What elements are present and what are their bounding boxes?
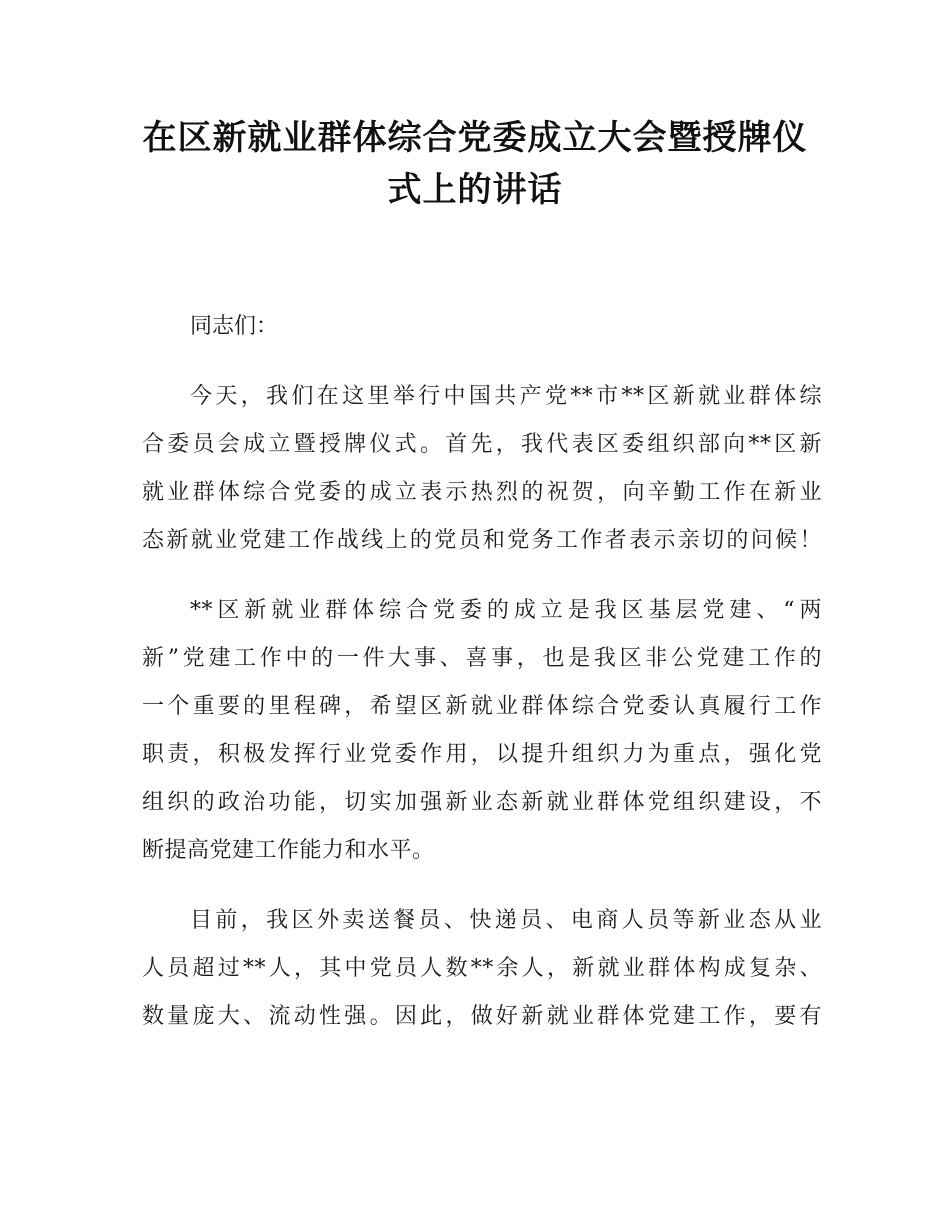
paragraph-line: 今天，我们在这里举行中国共产党**市**区新就业群体综	[190, 384, 822, 409]
paragraph-line: 新”党建工作中的一件大事、喜事，也是我区非公党建工作的	[142, 646, 822, 671]
paragraph-line: 目前，我区外卖送餐员、快递员、电商人员等新业态从业	[190, 908, 822, 933]
paragraph-line: 组织的政治功能，切实加强新业态新就业群体党组织建设，不	[142, 790, 822, 815]
title-line-2: 式上的讲话	[387, 170, 563, 210]
document-title	[120, 112, 830, 216]
paragraph-3	[142, 897, 822, 1041]
paragraph-line: 人员超过**人，其中党员人数**余人，新就业群体构成复杂、	[142, 956, 822, 981]
paragraph-line: 职责，积极发挥行业党委作用，以提升组织力为重点，强化党	[142, 742, 822, 767]
paragraph-2	[142, 587, 822, 875]
paragraph-1	[142, 373, 822, 565]
salutation: 同志们：	[190, 314, 279, 339]
paragraph-line: **区新就业群体综合党委的成立是我区基层党建、“两	[190, 598, 822, 623]
paragraph-line: 一个重要的里程碑，希望区新就业群体综合党委认真履行工作	[142, 694, 822, 719]
title-line-1: 在区新就业群体综合党委成立大会暨授牌仪	[142, 118, 808, 158]
paragraph-line: 断提高党建工作能力和水平。	[142, 838, 435, 863]
document-body	[142, 303, 822, 1063]
paragraph-line: 态新就业党建工作战线上的党员和党务工作者表示亲切的问候！	[142, 528, 822, 553]
paragraph-line: 数量庞大、流动性强。因此，做好新就业群体党建工作，要有	[142, 1004, 822, 1029]
paragraph-line: 合委员会成立暨授牌仪式。首先，我代表区委组织部向**区新	[142, 432, 822, 457]
paragraph-line: 就业群体综合党委的成立表示热烈的祝贺，向辛勤工作在新业	[142, 480, 822, 505]
